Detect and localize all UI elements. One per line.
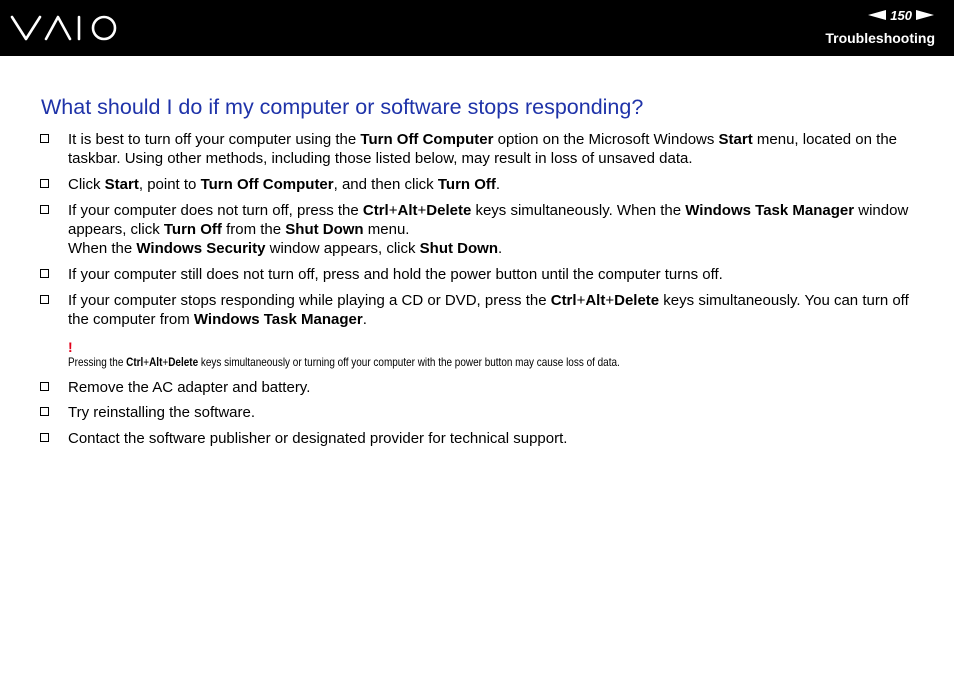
warning-note-text: Pressing the Ctrl+Alt+Delete keys simultaneously or turning off your computer with the power button may cause loss of data. xyxy=(68,355,620,369)
bold-term: Alt xyxy=(585,292,606,309)
previous-page-arrow-icon[interactable] xyxy=(868,10,886,20)
bold-term: Windows Task Manager xyxy=(193,311,363,328)
bold-term: Shut Down xyxy=(419,240,498,257)
bold-term: Windows Task Manager xyxy=(685,202,855,219)
list-item-text: Click Start, point to Turn Off Computer, and then click Turn Off. xyxy=(68,176,501,193)
checkbox-bullet-icon xyxy=(40,134,49,143)
next-page-arrow-icon[interactable] xyxy=(916,10,934,20)
list-item-text: Contact the software publisher or designated provider for technical support. xyxy=(68,430,568,447)
checkbox-bullet-icon xyxy=(40,269,49,278)
bold-term: Alt xyxy=(149,355,163,369)
bold-term: Alt xyxy=(397,202,418,219)
bold-term: Turn Off xyxy=(163,221,222,238)
bold-term: Start xyxy=(718,131,753,148)
page-number: 150 xyxy=(890,7,912,23)
list-item-text: Remove the AC adapter and battery. xyxy=(68,379,311,396)
list-item-text: If your computer still does not turn off, press and hold the power button until the computer turns off. xyxy=(68,266,723,283)
checkbox-bullet-icon xyxy=(40,407,49,416)
list-item-text: If your computer does not turn off, press the Ctrl+Alt+Delete keys simultaneously. When the Windows Task Manager window appears, click Turn Off from the Shut Down menu. When the Windows Security window appears, click Shut Down. xyxy=(68,202,909,257)
checkbox-bullet-icon xyxy=(40,179,49,188)
bold-term: Delete xyxy=(614,292,660,309)
bold-term: Windows Security xyxy=(136,240,266,257)
page-header xyxy=(0,0,954,56)
list-item-text: It is best to turn off your computer using the Turn Off Computer option on the Microsoft Windows Start menu, located on the taskbar. Using other methods, including those listed below, may result in loss of unsaved data. xyxy=(68,131,897,167)
bold-term: Delete xyxy=(168,355,199,369)
bold-term: Delete xyxy=(426,202,472,219)
bold-term: Shut Down xyxy=(285,221,364,238)
bold-term: Turn Off Computer xyxy=(360,131,494,148)
bold-term: Ctrl xyxy=(126,355,144,369)
checkbox-bullet-icon xyxy=(40,205,49,214)
list-item-text: If your computer stops responding while playing a CD or DVD, press the Ctrl+Alt+Delete keys simultaneously. You can turn off the computer from Windows Task Manager. xyxy=(68,292,909,328)
page-navigation xyxy=(868,7,934,23)
checkbox-bullet-icon xyxy=(40,295,49,304)
warning-icon: ! xyxy=(68,339,73,355)
vaio-logo xyxy=(10,14,120,42)
list-item-text: Try reinstalling the software. xyxy=(68,404,256,421)
bold-term: Start xyxy=(104,176,139,193)
page-title: What should I do if my computer or software stops responding? xyxy=(41,95,644,119)
checkbox-bullet-icon xyxy=(40,433,49,442)
section-title: Troubleshooting xyxy=(825,30,935,46)
warning-note xyxy=(68,340,733,369)
bold-term: Ctrl xyxy=(550,292,577,309)
checkbox-bullet-icon xyxy=(40,382,49,391)
bold-term: Ctrl xyxy=(362,202,389,219)
bold-term: Turn Off xyxy=(437,176,496,193)
bold-term: Turn Off Computer xyxy=(200,176,334,193)
